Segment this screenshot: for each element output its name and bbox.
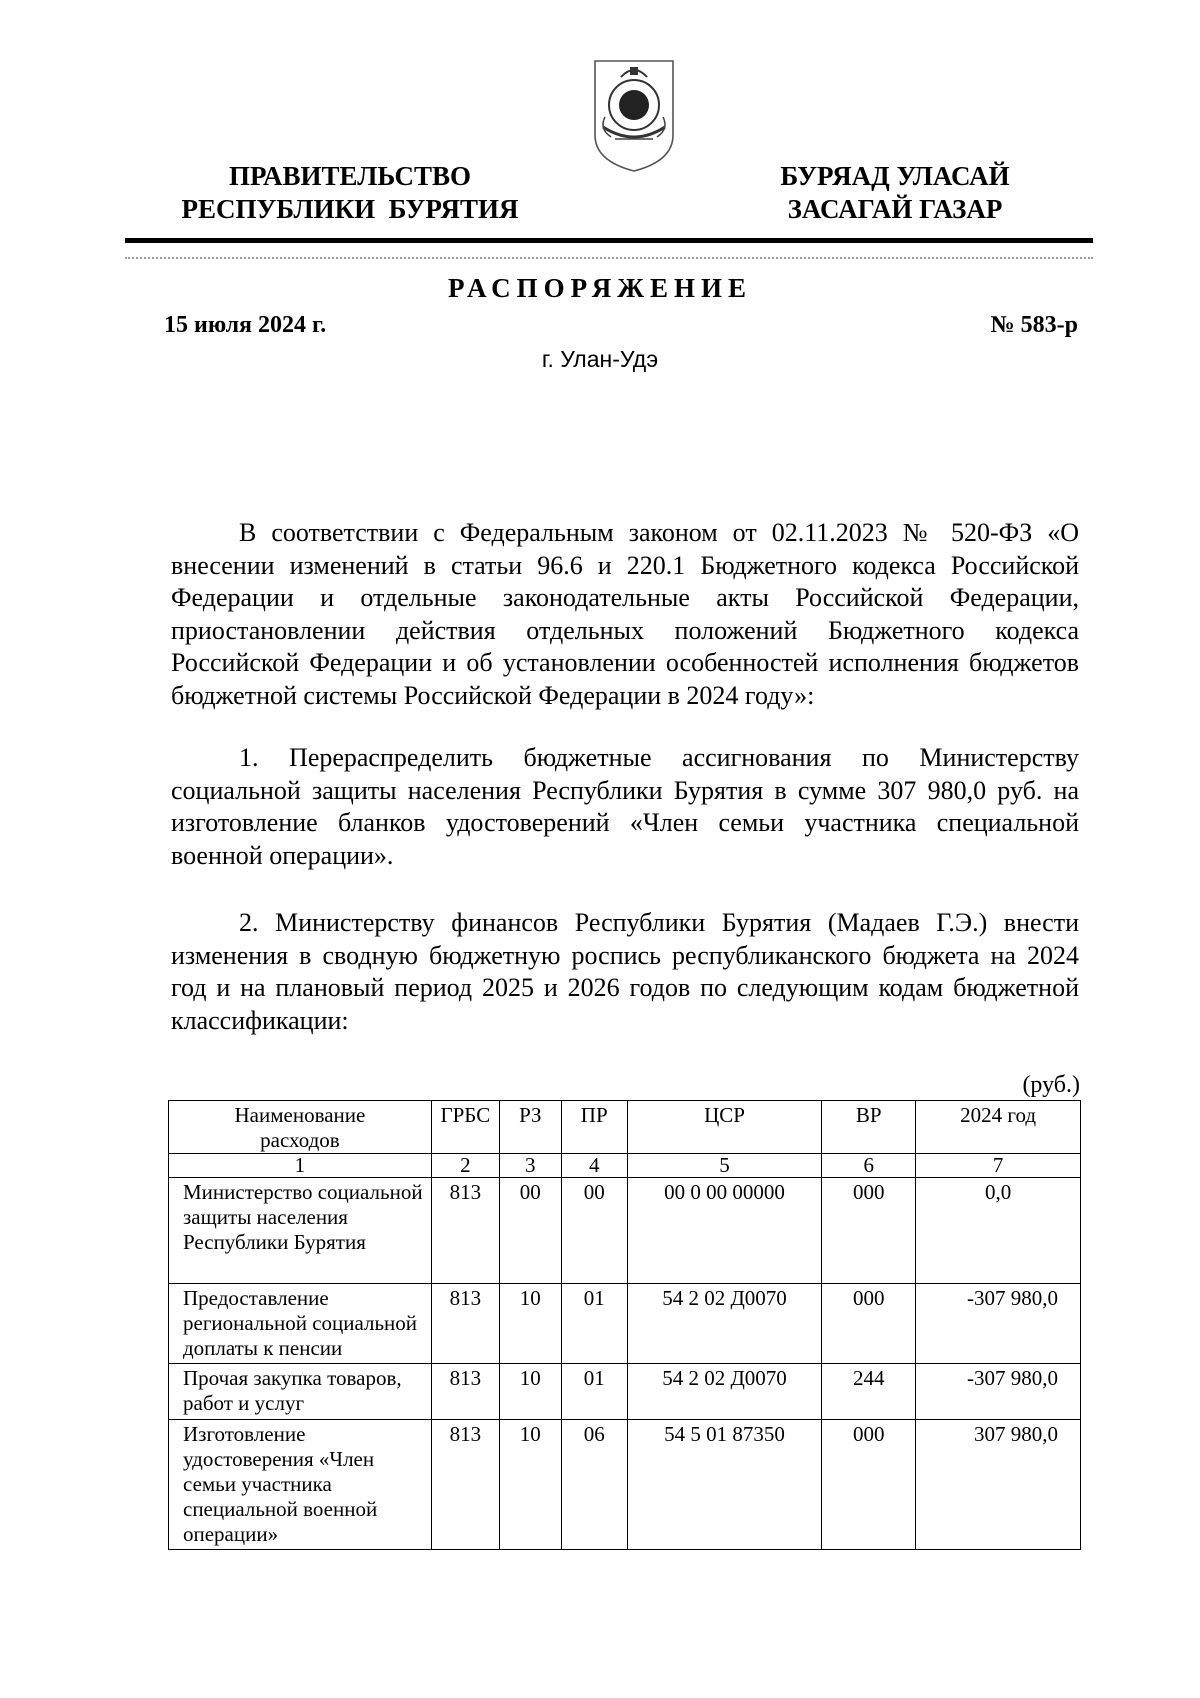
column-number: 6 xyxy=(822,1154,916,1178)
column-number: 3 xyxy=(499,1154,561,1178)
row-name: Предоставление региональной социальной доплаты к пенсии xyxy=(169,1284,432,1364)
row-pr: 00 xyxy=(561,1178,627,1284)
government-title-buryat xyxy=(740,160,1050,226)
row-vr: 000 xyxy=(822,1178,916,1284)
header-year: 2024 год xyxy=(916,1101,1081,1154)
government-title-buryat-line2: ЗАСАГАЙ ГАЗАР xyxy=(787,194,1003,224)
government-title-buryat-line1: БУРЯАД УЛАСАЙ xyxy=(780,161,1010,191)
header-name: Наименование расходов xyxy=(169,1101,432,1154)
row-amount: 307 980,0 xyxy=(916,1420,1081,1550)
budget-table xyxy=(168,1100,1081,1550)
table-column-numbers-row xyxy=(169,1154,1081,1178)
government-title-line2: РЕСПУБЛИКИ БУРЯТИЯ xyxy=(181,194,519,224)
header-divider-thin xyxy=(125,257,1093,259)
row-rz: 10 xyxy=(499,1420,561,1550)
government-title-russian xyxy=(160,160,540,226)
column-number: 5 xyxy=(627,1154,822,1178)
row-csr: 00 0 00 00000 xyxy=(627,1178,822,1284)
table-row xyxy=(169,1284,1081,1364)
row-vr: 000 xyxy=(822,1420,916,1550)
document-type: РАСПОРЯЖЕНИЕ xyxy=(447,273,753,303)
row-amount: -307 980,0 xyxy=(916,1364,1081,1420)
row-rz: 00 xyxy=(499,1178,561,1284)
header-divider-thick xyxy=(125,238,1093,243)
table-row xyxy=(169,1178,1081,1284)
row-name: Изготовление удостоверения «Член семьи участника специальной военной операции» xyxy=(169,1420,432,1550)
table-row xyxy=(169,1420,1081,1550)
row-name: Прочая закупка товаров, работ и услуг xyxy=(169,1364,432,1420)
row-csr: 54 2 02 Д0070 xyxy=(627,1364,822,1420)
table-unit-label: (руб.) xyxy=(1022,1072,1080,1098)
column-number: 2 xyxy=(431,1154,499,1178)
header-csr: ЦСР xyxy=(627,1101,822,1154)
row-vr: 244 xyxy=(822,1364,916,1420)
row-rz: 10 xyxy=(499,1284,561,1364)
row-csr: 54 2 02 Д0070 xyxy=(627,1284,822,1364)
document-number: № 583-р xyxy=(990,312,1078,338)
item-1-paragraph: 1. Перераспределить бюджетные ассигнования по Министерству социальной защиты населения Республики Бурятия в сумме 307 980,0 руб. на изготовление бланков удостоверений «Член семьи участника специальной военной операции». xyxy=(171,743,1079,870)
document-city: г. Улан-Удэ xyxy=(541,346,659,372)
header-pr: ПР xyxy=(561,1101,627,1154)
row-grbs: 813 xyxy=(431,1364,499,1420)
coat-of-arms-icon xyxy=(591,57,677,175)
government-title-line1: ПРАВИТЕЛЬСТВО xyxy=(228,161,472,191)
column-number: 1 xyxy=(169,1154,432,1178)
column-number: 4 xyxy=(561,1154,627,1178)
table-row xyxy=(169,1364,1081,1420)
row-pr: 01 xyxy=(561,1364,627,1420)
row-pr: 01 xyxy=(561,1284,627,1364)
row-csr: 54 5 01 87350 xyxy=(627,1420,822,1550)
row-pr: 06 xyxy=(561,1420,627,1550)
row-grbs: 813 xyxy=(431,1420,499,1550)
header-grbs: ГРБС xyxy=(431,1101,499,1154)
row-grbs: 813 xyxy=(431,1178,499,1284)
row-name: Министерство социальной защиты населения Республики Бурятия xyxy=(169,1178,432,1284)
row-rz: 10 xyxy=(499,1364,561,1420)
column-number: 7 xyxy=(916,1154,1081,1178)
header-vr: ВР xyxy=(822,1101,916,1154)
row-vr: 000 xyxy=(822,1284,916,1364)
intro-paragraph: В соответствии с Федеральным законом от 02.11.2023 № 520-ФЗ «О внесении изменений в статьи 96.6 и 220.1 Бюджетного кодекса Российской Федерации и отдельные законодательные акты Российской Федерации, приостановлении действия отдельных положений Бюджетного кодекса Российской Федерации и об установлении особенностей исполнения бюджетов бюджетной системы Российской Федерации в 2024 году»: xyxy=(171,518,1079,710)
document-date: 15 июля 2024 г. xyxy=(164,312,327,338)
row-amount: -307 980,0 xyxy=(916,1284,1081,1364)
table-header-row xyxy=(169,1101,1081,1154)
item-2-paragraph: 2. Министерству финансов Республики Бурятия (Мадаев Г.Э.) внести изменения в сводную бюджетную роспись республиканского бюджета на 2024 год и на плановый период 2025 и 2026 годов по следующим кодам бюджетной классификации: xyxy=(171,908,1079,1035)
row-grbs: 813 xyxy=(431,1284,499,1364)
row-amount: 0,0 xyxy=(916,1178,1081,1284)
header-rz: РЗ xyxy=(499,1101,561,1154)
